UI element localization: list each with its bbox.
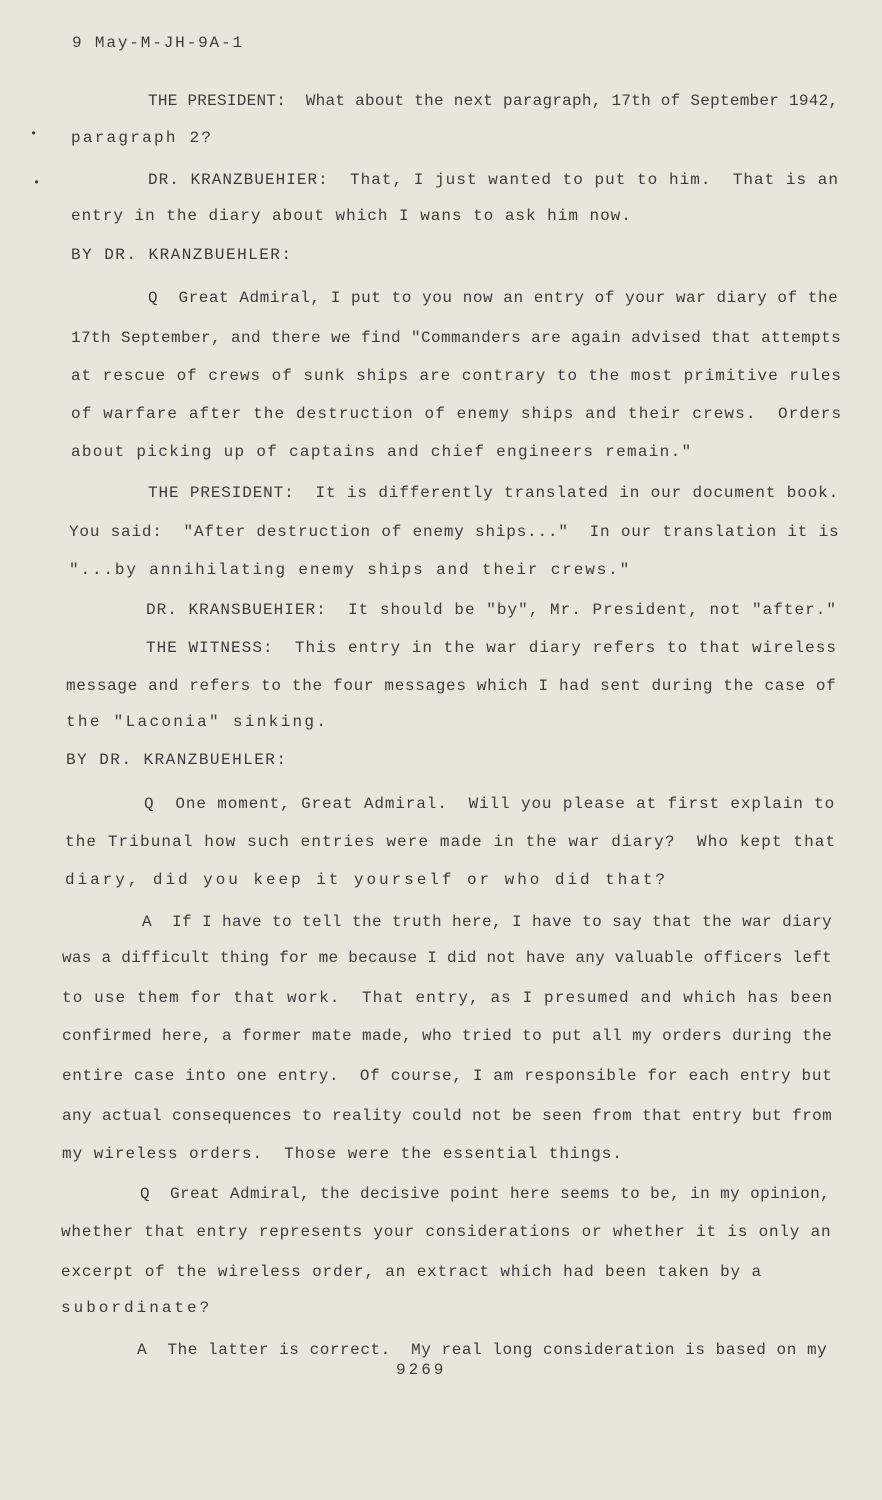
text-line: THE PRESIDENT: What about the next paragraph, 17th of September 1942, bbox=[148, 92, 839, 110]
section-heading: BY DR. KRANZBUEHLER: bbox=[71, 246, 293, 264]
text-line: entry in the diary about which I wans to ask him now. bbox=[71, 207, 632, 225]
text-line: Q Great Admiral, the decisive point here seems to be, in my opinion, bbox=[140, 1185, 831, 1203]
text-line: THE PRESIDENT: It is differently translated in our document book. bbox=[148, 484, 840, 502]
text-line: whether that entry represents your considerations or whether it is only an bbox=[61, 1223, 832, 1241]
text-line: about picking up of captains and chief engineers remain." bbox=[71, 443, 693, 461]
text-line: Q One moment, Great Admiral. Will you please at first explain to bbox=[144, 795, 836, 813]
margin-mark: • bbox=[30, 127, 38, 141]
page-header: 9 May-M-JH-9A-1 bbox=[72, 34, 244, 52]
text-line: diary, did you keep it yourself or who did that? bbox=[65, 871, 668, 889]
margin-mark: • bbox=[33, 176, 41, 190]
text-line: at rescue of crews of sunk ships are contrary to the most primitive rules bbox=[71, 367, 842, 385]
text-line: THE WITNESS: This entry in the war diary refers to that wireless bbox=[146, 639, 838, 657]
text-line: paragraph 2? bbox=[71, 129, 214, 147]
text-line: A The latter is correct. My real long consideration is based on my bbox=[137, 1341, 828, 1359]
text-line: the "Laconia" sinking. bbox=[66, 713, 329, 731]
text-line: excerpt of the wireless order, an extract which had been taken by a bbox=[61, 1263, 762, 1281]
text-line: entire case into one entry. Of course, I am responsible for each entry but bbox=[62, 1067, 833, 1085]
text-line: You said: "After destruction of enemy ships..." In our translation it is bbox=[69, 523, 840, 541]
text-line: subordinate? bbox=[61, 1299, 213, 1317]
text-line: Q Great Admiral, I put to you now an entry of your war diary of the bbox=[148, 289, 839, 307]
page-number: 9269 bbox=[396, 1361, 447, 1379]
text-line: any actual consequences to reality could not be seen from that entry but from bbox=[62, 1107, 833, 1125]
text-line: was a difficult thing for me because I did not have any valuable officers left bbox=[62, 949, 832, 967]
section-heading: BY DR. KRANZBUEHLER: bbox=[66, 751, 288, 769]
text-line: my wireless orders. Those were the essential things. bbox=[62, 1145, 623, 1163]
text-line: 17th September, and there we find "Commanders are again advised that attempts bbox=[71, 329, 842, 347]
text-line: DR. KRANSBUEHIER: It should be "by", Mr. President, not "after." bbox=[146, 601, 838, 619]
text-line: confirmed here, a former mate made, who tried to put all my orders during the bbox=[62, 1027, 833, 1045]
text-line: to use them for that work. That entry, as I presumed and which has been bbox=[62, 989, 834, 1007]
text-line: A If I have to tell the truth here, I have to say that the war diary bbox=[142, 913, 833, 931]
text-line: of warfare after the destruction of enemy ships and their crews. Orders bbox=[71, 405, 843, 423]
text-line: DR. KRANZBUEHIER: That, I just wanted to put to him. That is an bbox=[148, 171, 840, 189]
text-line: message and refers to the four messages which I had sent during the case of bbox=[66, 677, 837, 695]
text-line: the Tribunal how such entries were made in the war diary? Who kept that bbox=[65, 833, 837, 851]
text-line: "...by annihilating enemy ships and their crews." bbox=[69, 561, 632, 579]
